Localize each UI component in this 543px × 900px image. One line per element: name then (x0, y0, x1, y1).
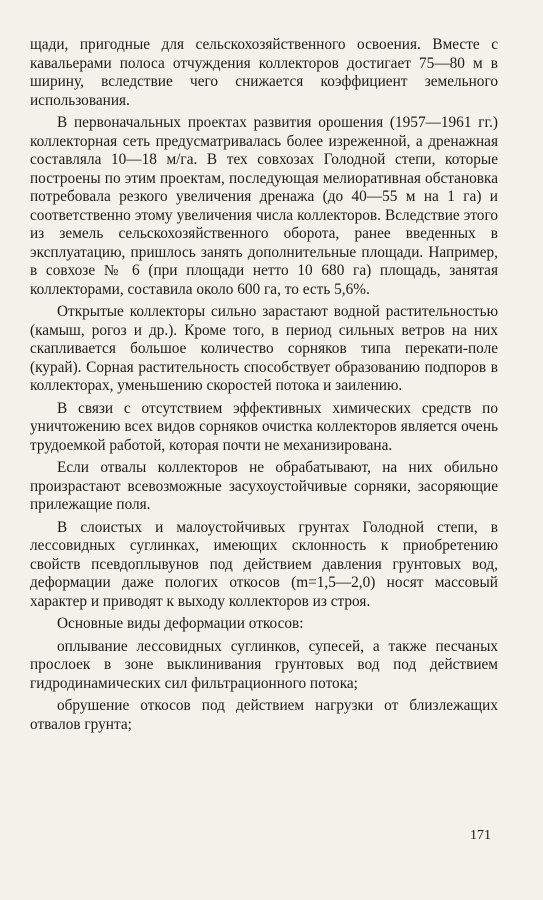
page-text-column (30, 36, 498, 738)
paragraph-8: оплывание лессовидных суглинков, супесей, а также песчаных прослоек в зоне выклинивания грунтовых вод под действием гидродинамических сил фильтрационного потока; (30, 637, 498, 692)
paragraph-1: щади, пригодные для сельскохозяйственного освоения. Вместе с кавальерами полоса отчуждения коллекторов достигает 75—80 м в ширину, вследствие чего снижается коэффициент земельного использования. (30, 36, 498, 109)
paragraph-3: Открытые коллекторы сильно зарастают водной растительностью (камыш, рогоз и др.). Кроме того, в период сильных ветров на них скапливается большое количество сорняков типа перекати-поле (курай). Сорная растительность способствует образованию подпоров в коллекторах, уменьшению скоростей потока и заилению. (30, 303, 498, 394)
paragraph-7: Основные виды деформации откосов: (57, 615, 304, 632)
paragraph-2: В первоначальных проектах развития орошения (1957—1961 гг.) коллекторная сеть предусматривалась более изреженной, а дренажная составляла 10—18 м/га. В тех совхозах Голодной степи, которые построены по этим проектам, последующая мелиоративная обстановка потребовала резкого увеличения дренажа (до 40—55 м на 1 га) и соответственно этому увеличения числа коллекторов. Вследствие этого из земель сельскохозяйственного оборота, ранее введенных в эксплуатацию, пришлось занять дополнительные площади. Например, в совхозе № 6 (при площади нетто 10 680 га) площадь, занятая коллекторами, составила около 600 га, то есть 5,6%. (30, 114, 498, 298)
paragraph-5: Если отвалы коллекторов не обрабатывают, на них обильно произрастают всевозможные засухоустойчивые сорняки, засоряющие прилежащие поля. (30, 459, 498, 513)
paragraph-6: В слоистых и малоустойчивых грунтах Голодной степи, в лессовидных суглинках, имеющих склонность к приобретению свойств псевдоплывунов под действием давления грунтовых вод, деформации даже пологих откосов (m=1,5—2,0) носят массовый характер и приводят к выходу коллекторов из строя. (30, 518, 498, 610)
paragraph-4: В связи с отсутствием эффективных химических средств по уничтожению всех видов сорняков очистка коллекторов является очень трудоемкой работой, которая почти не механизирована. (30, 399, 498, 454)
paragraph-9: обрушение откосов под действием нагрузки от близлежащих отвалов грунта; (30, 697, 498, 733)
page-number: 171 (470, 828, 491, 843)
